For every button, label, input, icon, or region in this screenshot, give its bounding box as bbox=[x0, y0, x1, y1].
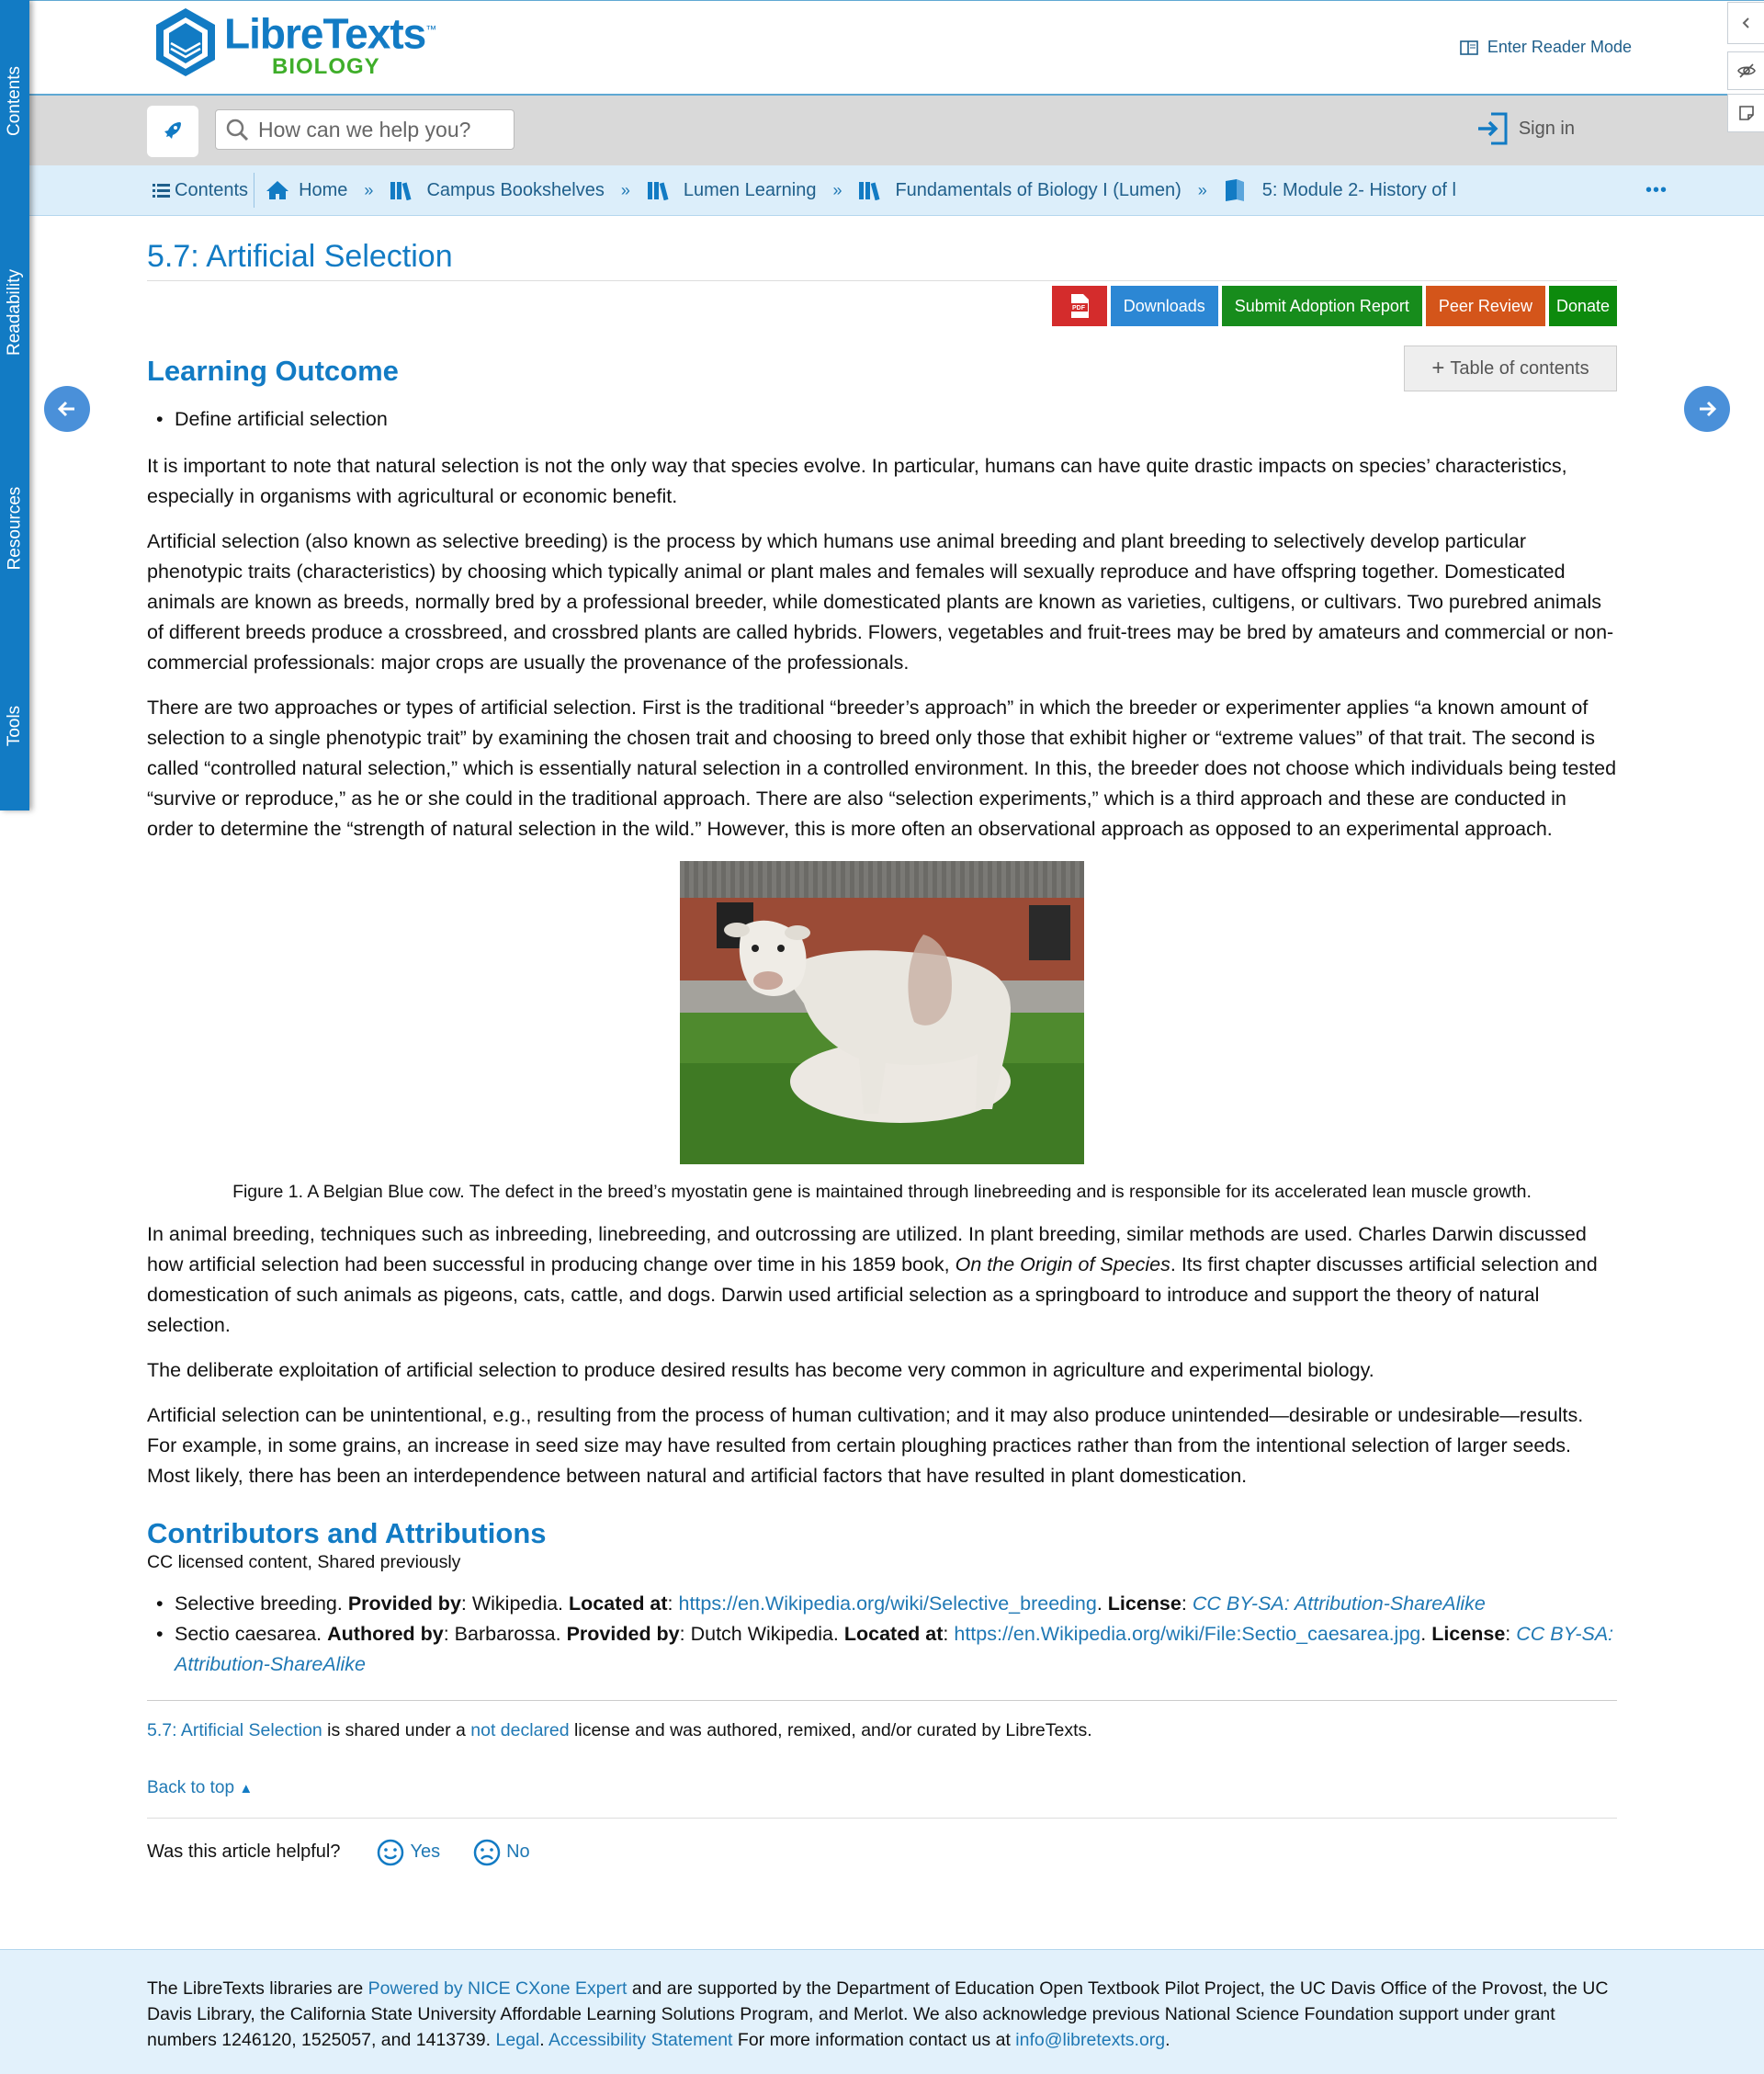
arrow-right-icon bbox=[1696, 398, 1718, 420]
breadcrumb-label: Lumen Learning bbox=[683, 179, 817, 200]
license-link[interactable]: CC BY-SA: Attribution-ShareAlike bbox=[175, 1623, 1614, 1675]
label: Provided by bbox=[566, 1623, 680, 1645]
list-icon bbox=[153, 183, 171, 198]
text: : Barbarossa. bbox=[443, 1623, 567, 1645]
arrow-left-icon bbox=[56, 398, 78, 420]
article bbox=[147, 221, 1617, 1862]
breadcrumb-module[interactable] bbox=[1224, 178, 1463, 202]
note-icon[interactable] bbox=[1727, 94, 1764, 132]
logo-library: BIOLOGY bbox=[272, 54, 380, 80]
breadcrumb-label: Fundamentals of Biology I (Lumen) bbox=[895, 179, 1182, 200]
attribution-item: • Sectio caesarea. Authored by: Barbarossa. Provided by: Dutch Wikipedia. Located at: https://en.Wikipedia.org/wiki/File:Sectio_caesarea.jpg. License: CC BY-SA: Attribution-ShareAlike bbox=[147, 1619, 1617, 1680]
frown-icon bbox=[473, 1839, 501, 1866]
feedback-question: Was this article helpful? bbox=[147, 1842, 341, 1862]
chevron-right-icon: » bbox=[832, 180, 842, 199]
article-body bbox=[147, 404, 1617, 1867]
text: Selective breeding. bbox=[175, 1592, 348, 1615]
bookshelf-icon bbox=[858, 180, 886, 200]
text: and are supported by the Department of Education Open Textbook Pilot Project, the UC Davis Office of the Provost, the UC Davis Library, the California State University Affordable Learning Solutions Program, and Merlot. We also acknowledge previous National Science Foundation support under grant numbers 1246120, 1525057, and 1413739. bbox=[147, 1978, 1609, 2050]
text: : Dutch Wikipedia. bbox=[679, 1623, 844, 1645]
text: The LibreTexts libraries are bbox=[147, 1978, 368, 1999]
belgian-blue-cow-image bbox=[680, 861, 1084, 1164]
paragraph: Artificial selection (also known as selective breeding) is the process by which humans use animal breeding and plant breeding to selectively develop particular phenotypic traits (characteristics) by choosing which typically animal or plant males and females will sexually reproduce and have offspring together. Domesticated animals are known as breeds, normally bred by a professional breeder, while domesticated plants are known as varieties, cultigens, or cultivars. Two purebred animals of different breeds produce a crossbreed, and crossbred plants are called hybrids. Flowers, vegetables and fruit-trees may be bred by amateurs and commercial or non-commercial professionals: major crops are usually the provenance of the professionals. bbox=[147, 530, 1614, 674]
yes-button[interactable] bbox=[377, 1837, 440, 1867]
reader-mode-label: Enter Reader Mode bbox=[1487, 38, 1632, 56]
pdf-icon bbox=[1068, 293, 1091, 319]
chevron-right-icon: » bbox=[364, 180, 374, 199]
peer-review-button[interactable]: Peer Review bbox=[1426, 286, 1545, 326]
breadcrumb-campus-bookshelves[interactable] bbox=[390, 180, 604, 201]
tab-contents[interactable]: Contents bbox=[5, 65, 25, 137]
contributors-subtitle: CC licensed content, Shared previously bbox=[147, 1552, 461, 1572]
logo-name: LibreTexts bbox=[224, 9, 426, 58]
figure bbox=[147, 861, 1617, 1205]
site-footer bbox=[0, 1949, 1764, 2074]
breadcrumb-label: 5: Module 2- History of l bbox=[1261, 179, 1456, 200]
more-options-icon[interactable]: ••• bbox=[1645, 180, 1668, 200]
breadcrumb bbox=[29, 165, 1764, 216]
label: Provided by bbox=[347, 1592, 461, 1615]
text: : Wikipedia. bbox=[460, 1592, 570, 1615]
search-placeholder: How can we help you? bbox=[258, 117, 471, 142]
text: For more information contact us at bbox=[732, 2030, 1016, 2050]
logo-tm: ™ bbox=[425, 23, 436, 36]
side-panel-tabs bbox=[0, 0, 29, 810]
contents-label: Contents bbox=[175, 179, 249, 200]
email-link[interactable]: info@libretexts.org bbox=[1015, 2030, 1166, 2050]
back-to-top-label: Back to top bbox=[147, 1778, 235, 1797]
tab-tools[interactable]: Tools bbox=[5, 705, 25, 747]
chevron-right-icon: » bbox=[1197, 180, 1207, 199]
source-link[interactable]: https://en.Wikipedia.org/wiki/Selective_breeding bbox=[678, 1592, 1097, 1615]
contents-toggle[interactable] bbox=[153, 173, 254, 208]
tab-resources[interactable]: Resources bbox=[5, 486, 25, 571]
right-dock bbox=[1727, 0, 1764, 138]
downloads-button[interactable]: Downloads bbox=[1111, 286, 1218, 326]
action-buttons bbox=[147, 286, 1617, 326]
collapse-icon[interactable] bbox=[1727, 2, 1764, 44]
chevron-right-icon: » bbox=[620, 180, 630, 199]
reader-mode-button[interactable] bbox=[1460, 38, 1632, 57]
bookshelf-icon bbox=[390, 180, 417, 200]
label: License bbox=[1107, 1592, 1182, 1615]
list-item: • Define artificial selection bbox=[147, 404, 1617, 435]
label: Authored by bbox=[327, 1623, 444, 1645]
label: License bbox=[1431, 1623, 1506, 1645]
triangle-up-icon: ▲ bbox=[239, 1781, 254, 1796]
learning-outcome-list bbox=[147, 404, 1617, 435]
site-header bbox=[29, 0, 1764, 96]
paragraph: The deliberate exploitation of artificial selection to produce desired results has become very common in agriculture and experimental biology. bbox=[147, 1359, 1374, 1381]
sign-in-label: Sign in bbox=[1518, 118, 1575, 139]
learning-outcome-heading: Learning Outcome bbox=[147, 355, 399, 387]
rocket-button[interactable] bbox=[147, 106, 198, 157]
page-link[interactable]: 5.7: Artificial Selection bbox=[147, 1720, 322, 1740]
license-link[interactable]: CC BY-SA: Attribution-ShareAlike bbox=[1192, 1592, 1486, 1615]
figure-caption: Figure 1. A Belgian Blue cow. The defect in the breed’s myostatin gene is maintained through linebreeding and is responsible for its accelerated lean muscle growth. bbox=[232, 1182, 1532, 1202]
logo-hexagon-icon bbox=[153, 6, 219, 80]
attribution-item: • Selective breeding. Provided by: Wikipedia. Located at: https://en.Wikipedia.org/wiki/Selective_breeding. License: CC BY-SA: Attribution-ShareAlike bbox=[147, 1589, 1617, 1619]
yes-label: Yes bbox=[410, 1842, 441, 1862]
back-to-top-link[interactable] bbox=[147, 1776, 1617, 1819]
search-input[interactable] bbox=[215, 109, 514, 150]
table-of-contents-button[interactable] bbox=[1404, 346, 1617, 391]
breadcrumb-lumen-learning[interactable] bbox=[647, 180, 817, 201]
hide-icon[interactable] bbox=[1727, 51, 1764, 90]
attribution-list bbox=[147, 1589, 1617, 1680]
donate-button[interactable]: Donate bbox=[1549, 286, 1617, 326]
plus-icon: + bbox=[1431, 356, 1445, 380]
text: is shared under a bbox=[322, 1720, 471, 1740]
label: Located at bbox=[843, 1623, 944, 1645]
search-icon bbox=[225, 118, 249, 142]
rocket-icon bbox=[160, 119, 186, 144]
home-icon bbox=[266, 180, 289, 200]
no-label: No bbox=[506, 1842, 530, 1862]
book-title: On the Origin of Species bbox=[955, 1253, 1170, 1275]
book-icon bbox=[1224, 178, 1246, 202]
tab-readability[interactable]: Readability bbox=[5, 269, 24, 356]
accessibility-link[interactable]: Accessibility Statement bbox=[548, 2030, 733, 2050]
legal-link[interactable]: Legal bbox=[495, 2030, 540, 2050]
paragraph bbox=[147, 1219, 1617, 1341]
paragraph: It is important to note that natural selection is not the only way that species evolve. In particular, humans can have quite drastic impacts on species’ characteristics, especially in organisms with agricultural or economic benefit. bbox=[147, 455, 1567, 507]
source-link[interactable]: https://en.Wikipedia.org/wiki/File:Sectio_caesarea.jpg bbox=[954, 1623, 1421, 1645]
next-page-button[interactable] bbox=[1684, 386, 1730, 432]
libretexts-logo[interactable] bbox=[153, 6, 435, 91]
search-bar bbox=[29, 96, 1764, 165]
paragraph: Artificial selection can be unintentional, e.g., resulting from the process of human cultivation; and it may also produce unintended—desirable or undesirable—results. For example, in some grains, an increase in seed size may have resulted from certain ploughing practices rather than from the intentional selection of larger seeds. Most likely, there has been an interdependence between natural and artificial factors that have resulted in plant domestication. bbox=[147, 1404, 1584, 1487]
text: license and was authored, remixed, and/or curated by LibreTexts. bbox=[569, 1720, 1092, 1740]
breadcrumb-fundamentals[interactable] bbox=[858, 180, 1181, 201]
text: . Its first chapter discusses artificial selection and domestication of such animals as pigeons, cats, cattle, and dogs. Darwin used artificial selection as a springboard to introduce and support the theory of natural selection. bbox=[147, 1253, 1598, 1336]
sign-in-icon bbox=[1475, 110, 1511, 147]
paragraph: There are two approaches or types of artificial selection. First is the traditional “breeder’s approach” in which the breeder or experimenter applies “a known amount of selection to a single phenotypic trait” by examining the chosen trait and choosing to breed only those that exhibit higher or “extreme values” of that trait. The second is called “controlled natural selection,” which is essentially natural selection in a controlled environment. In this, the breeder does not choose which individuals being tested “survive or reproduce,” as he or she could in the traditional approach. There are also “selection experiments,” which is a third approach and these are conducted in order to determine the “strength of natural selection in the wild.” However, this is more often an observational approach as opposed to an experimental approach. bbox=[147, 697, 1617, 840]
svg-text:PDF: PDF bbox=[1071, 305, 1085, 312]
book-icon bbox=[1460, 40, 1478, 55]
license-link[interactable]: not declared bbox=[470, 1720, 570, 1740]
toc-label: Table of contents bbox=[1450, 357, 1589, 379]
smile-icon bbox=[377, 1839, 404, 1866]
pdf-button[interactable] bbox=[1052, 286, 1107, 326]
previous-page-button[interactable] bbox=[44, 386, 90, 432]
breadcrumb-home[interactable] bbox=[266, 180, 347, 201]
no-button[interactable] bbox=[473, 1837, 530, 1867]
breadcrumb-home-label: Home bbox=[299, 179, 348, 200]
submit-adoption-report-button[interactable]: Submit Adoption Report bbox=[1222, 286, 1422, 326]
text: In animal breeding, techniques such as inbreeding, linebreeding, and outcrossing are utilized. In plant breeding, similar methods are used. Charles Darwin discussed how artificial selection had been successful in producing change over time in his 1859 book, bbox=[147, 1223, 1587, 1275]
text: Sectio caesarea. bbox=[175, 1623, 328, 1645]
sign-in-button[interactable] bbox=[1475, 110, 1575, 147]
page-title: 5.7: Artificial Selection bbox=[147, 239, 1617, 281]
contributors-heading: Contributors and Attributions bbox=[147, 1517, 547, 1549]
label: Located at bbox=[569, 1592, 668, 1615]
powered-by-link[interactable]: Powered by NICE CXone Expert bbox=[368, 1978, 628, 1999]
feedback bbox=[147, 1837, 1617, 1867]
bookshelf-icon bbox=[647, 180, 674, 200]
breadcrumb-label: Campus Bookshelves bbox=[426, 179, 605, 200]
footer-text: The LibreTexts libraries are Powered by NICE CXone Expert and are supported by the Department of Education Open Textbook Pilot Project, the UC Davis Office of the Provost, the UC Davis Library, the California State University Affordable Learning Solutions Program, and Merlot. We also acknowledge previous National Science Foundation support under grant numbers 1246120, 1525057, and 1413739. Legal. Accessibility Statement For more information contact us at info@libretexts.org. bbox=[147, 1978, 1609, 2050]
license-notice bbox=[147, 1700, 1617, 1743]
